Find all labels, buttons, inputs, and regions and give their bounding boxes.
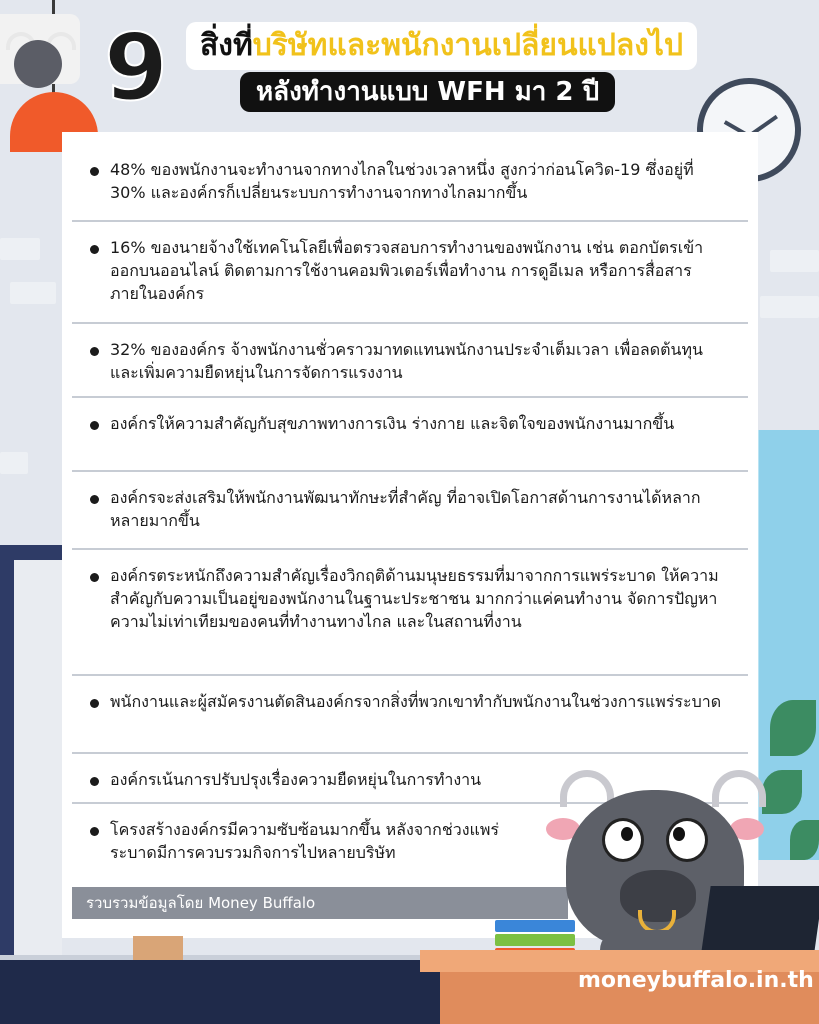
plant-leaf-icon [762, 770, 802, 814]
title-part2-highlight: บริษัทและพนักงานเปลี่ยนแปลงไป [252, 28, 684, 63]
list-item-text: พนักงานและผู้สมัครงานตัดสินองค์กรจากสิ่งที่พวกเขาทำกับพนักงานในช่วงการแพร่ระบาด [110, 692, 722, 711]
list-item-text: องค์กรให้ความสำคัญกับสุขภาพทางการเงิน ร่างกาย และจิตใจของพนักงานมากขึ้น [110, 414, 675, 433]
title-number: 9 [104, 14, 169, 121]
list-item [72, 474, 748, 550]
credit-bar: รวบรวมข้อมูลโดย Money Buffalo [72, 887, 568, 919]
list-item [72, 224, 748, 324]
bullet-icon [90, 421, 99, 430]
list-item-text: โครงสร้างองค์กรมีความซับซ้อนมากขึ้น หลังจากช่วงแพร่ระบาดมีการควบรวมกิจการไปหลายบริษัท [110, 820, 499, 862]
bullet-icon [90, 699, 99, 708]
list-item [72, 806, 542, 882]
cardboard-box-icon [133, 936, 183, 960]
plant-leaf-icon [790, 820, 819, 860]
list-item-text: 32% ขององค์กร จ้างพนักงานชั่วคราวมาทดแทนพนักงานประจำเต็มเวลา เพื่อลดต้นทุน และเพิ่มความยืดหยุ่นในการจัดการแรงงาน [110, 340, 703, 382]
title-part1: สิ่งที่ [200, 28, 253, 63]
wall-brick [760, 296, 819, 318]
page-subtitle: หลังทำงานแบบ WFH มา 2 ปี [240, 72, 615, 112]
list-item [72, 552, 748, 676]
mascot-eye-icon [666, 818, 708, 862]
list-item-text: องค์กรเน้นการปรับปรุงเรื่องความยืดหยุ่นในการทำงาน [110, 770, 482, 789]
page-title [186, 22, 697, 70]
list-item-text: 16% ของนายจ้างใช้เทคโนโลยีเพื่อตรวจสอบการทำงานของพนักงาน เช่น ตอกบัตรเข้าออกบนออนไลน์ ติดตามการใช้งานคอมพิวเตอร์เพื่อทำงาน การดูอีเมล หรือการสื่อสารภายในองค์กร [110, 238, 704, 303]
laptop-icon [701, 886, 819, 952]
wall-brick [770, 250, 819, 272]
list-item-text: 48% ของพนักงานจะทำงานจากทางไกลในช่วงเวลาหนึ่ง สูงกว่าก่อนโควิด-19 ซึ่งอยู่ที่ 30% และองค์กรก็เปลี่ยนระบบการทำงานจากทางไกลมากขึ้น [110, 160, 694, 202]
website-url: moneybuffalo.in.th [578, 968, 814, 993]
list-item [72, 678, 748, 754]
plant-leaf-icon [770, 700, 816, 756]
bullet-icon [90, 573, 99, 582]
bullet-icon [90, 827, 99, 836]
bullet-icon [90, 347, 99, 356]
money-buffalo-logo [0, 14, 80, 84]
wall-brick [0, 238, 40, 260]
list-item [72, 400, 748, 472]
bullet-icon [90, 777, 99, 786]
bullet-icon [90, 495, 99, 504]
bullet-icon [90, 245, 99, 254]
buffalo-head-icon [14, 40, 62, 88]
wall-brick [10, 282, 56, 304]
list-item-text: องค์กรตระหนักถึงความสำคัญเรื่องวิกฤติด้านมนุษยธรรมที่มาจากการแพร่ระบาด ให้ความสำคัญกับความเป็นอยู่ของพนักงานในฐานะประชาชน มากกว่าแค่คนทำงาน จัดการปัญหาความไม่เท่าเทียมของคนที่ทำงานทางไกล และในสถานที่งาน [110, 566, 719, 631]
wall-brick [0, 452, 28, 474]
bullet-icon [90, 167, 99, 176]
list-item-text: องค์กรจะส่งเสริมให้พนักงานพัฒนาทักษะที่สำคัญ ที่อาจเปิดโอกาสด้านการงานได้หลากหลายมากขึ้น [110, 488, 701, 530]
list-item [72, 146, 748, 222]
cabinet-panel [14, 560, 62, 960]
list-item [72, 326, 748, 398]
mascot-eye-icon [602, 818, 644, 862]
